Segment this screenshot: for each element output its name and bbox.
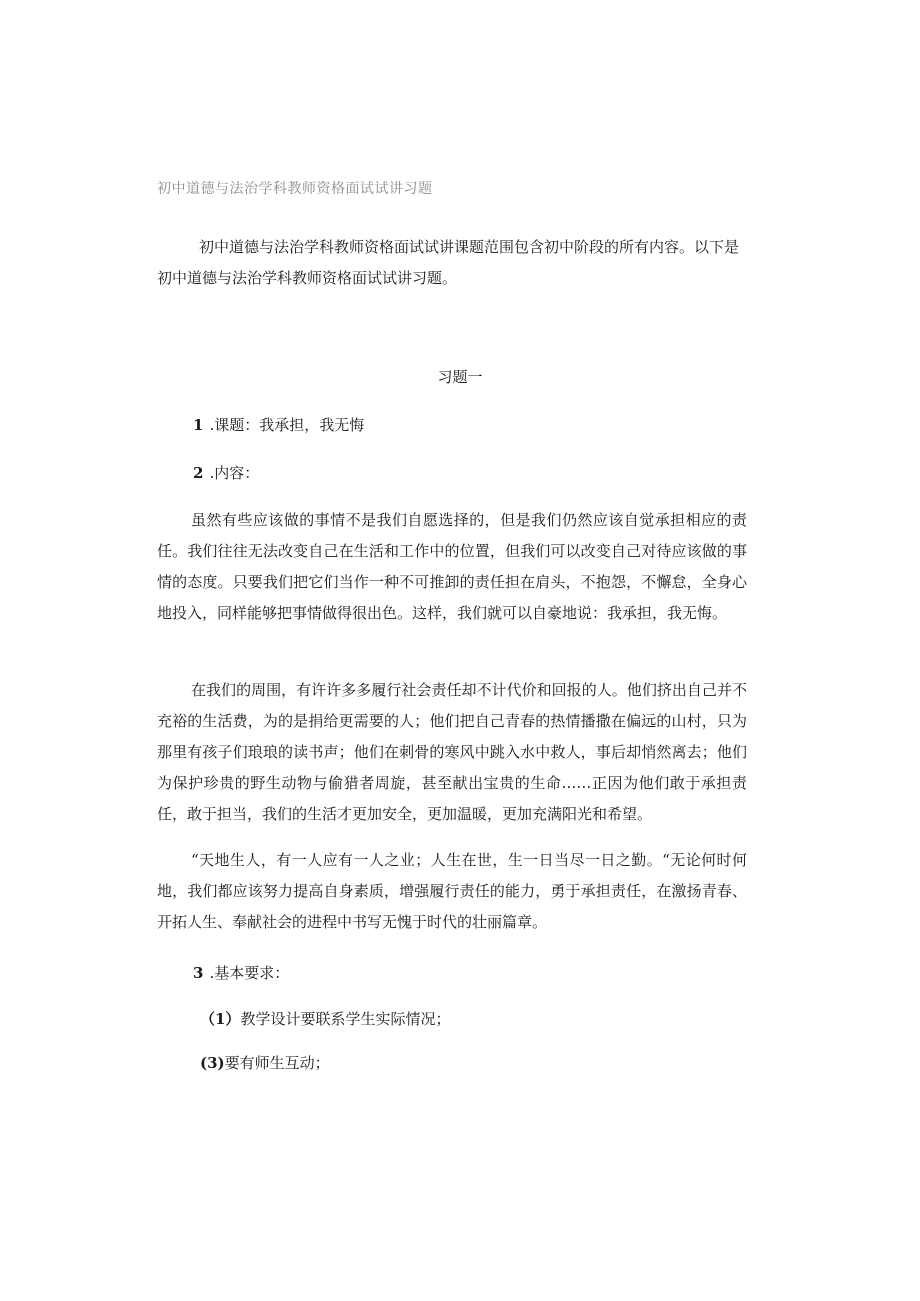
- requirement-mark: （1）: [200, 1010, 241, 1028]
- requirement-text: 教学设计要联系学生实际情况；: [240, 1010, 451, 1028]
- content-paragraph-2: 在我们的周围，有许许多多履行社会责任却不计代价和回报的人。他们挤出自己并不充裕的生活费，为的是捐给更需要的人；他们把自己青春的热情播撒在偏远的山村，只为那里有孩子们琅琅的读书声；他们在刺骨的寒风中跳入水中救人，事后却悄然离去；他们为保护珍贵的野生动物与偷猎者周旋，甚至献出宝贵的生命……正因为他们敢于承担责任，敢于担当，我们的生活才更加安全，更加温暖，更加充满阳光和希望。: [157, 681, 747, 823]
- item-requirements: [193, 962, 289, 983]
- item-text: .基本要求：: [209, 964, 290, 982]
- item-topic: [193, 414, 364, 435]
- item-number: 2: [193, 464, 204, 482]
- item-text: .课题：我承担，我无悔: [209, 416, 365, 434]
- item-text: .内容：: [209, 464, 260, 482]
- item-content: [193, 462, 259, 483]
- item-number: 1: [193, 416, 204, 434]
- content-paragraph-3: “天地生人，有一人应有一人之业；人生在世，生一日当尽一日之勤。“无论何时何地，我们都应该努力提高自身素质，增强履行责任的能力，勇于承担责任，在激扬青春、开拓人生、奉献社会的进程中书写无愧于时代的壮丽篇章。: [157, 851, 747, 931]
- requirement-1: [200, 1008, 450, 1029]
- item-number: 3: [193, 964, 204, 982]
- requirement-3: [200, 1052, 330, 1073]
- requirement-text: 要有师生互动；: [224, 1054, 330, 1072]
- content-paragraph-1: 虽然有些应该做的事情不是我们自愿选择的，但是我们仍然应该自觉承担相应的责任。我们往往无法改变自己在生活和工作中的位置，但我们可以改变自己对待应该做的事情的态度。只要我们把它们当作一种不可推卸的责任担在肩头，不抱怨，不懈怠，全身心地投入，同样能够把事情做得很出色。这样，我们就可以自豪地说：我承担，我无悔。: [157, 511, 747, 622]
- requirement-mark: (3): [200, 1054, 225, 1072]
- section-title: 习题一: [437, 368, 483, 386]
- intro-paragraph: 初中道德与法治学科教师资格面试试讲课题范围包含初中阶段的所有内容。以下是初中道德与法治学科教师资格面试试讲习题。: [157, 238, 740, 287]
- document-header: 初中道德与法治学科教师资格面试试讲习题: [157, 181, 433, 197]
